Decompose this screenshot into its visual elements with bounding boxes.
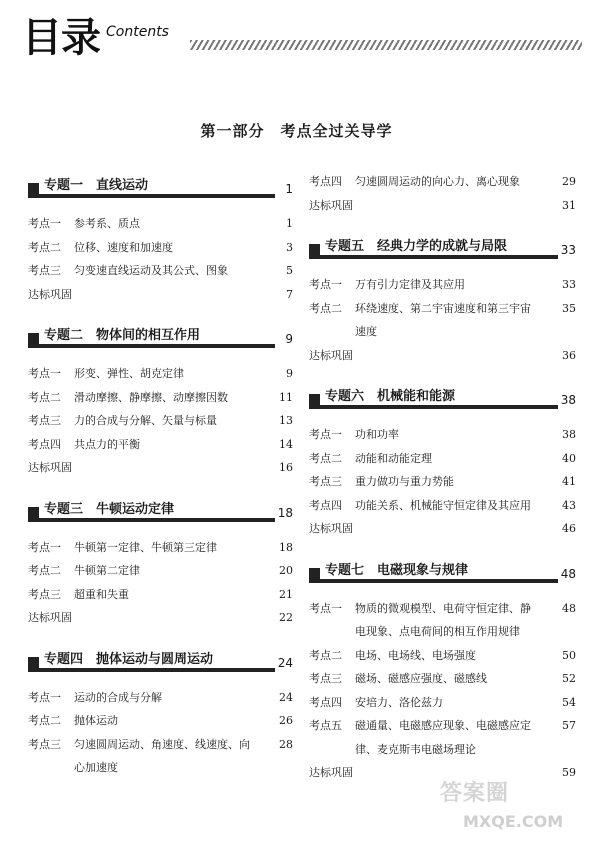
right-column — [309, 170, 576, 785]
topic-title: 专题七 电磁现象与规律 — [325, 562, 469, 578]
toc-entry-title: 万有引力定律及其应用 — [355, 278, 465, 291]
toc-entry-page: 11 — [279, 390, 293, 404]
toc-entry-page: 28 — [279, 737, 293, 751]
contents-header — [22, 14, 582, 64]
toc-entry-page: 38 — [562, 428, 576, 441]
topic-title: 专题五 经典力学的成就与局限 — [325, 239, 508, 254]
toc-entry-label: 考点二 — [309, 301, 342, 315]
toc-entry-label: 考点二 — [309, 648, 342, 662]
toc-entry-title: 运动的合成与分解 — [74, 690, 162, 704]
toc-entry-title: 达标巩固 — [309, 766, 353, 779]
toc-entry-page: 31 — [562, 198, 576, 212]
toc-entry[interactable] — [309, 170, 576, 194]
section-gap — [28, 630, 293, 646]
topic-page: 24 — [277, 655, 293, 670]
toc-entry-title: 超重和失重 — [74, 587, 129, 601]
topic-heading[interactable] — [28, 172, 293, 202]
toc-entry-title: 达标巩固 — [28, 461, 72, 474]
toc-entry[interactable] — [28, 212, 293, 236]
toc-entry-page: 7 — [286, 287, 293, 301]
topic-title: 专题一 直线运动 — [44, 178, 149, 193]
topic-heading[interactable] — [28, 322, 293, 352]
topic-square-icon — [28, 183, 39, 194]
toc-entry[interactable] — [309, 297, 576, 344]
toc-entry[interactable] — [309, 344, 576, 368]
toc-entry-title: 物质的微观模型、电荷守恒定律、静电现象、点电荷间的相互作用规律 — [355, 601, 531, 638]
toc-entry-page: 5 — [286, 264, 293, 277]
topic-heading[interactable] — [28, 496, 293, 526]
toc-entry-label: 考点一 — [28, 690, 61, 704]
toc-entry-page: 40 — [562, 451, 576, 465]
toc-entry-page: 59 — [562, 766, 576, 779]
toc-entry-label: 考点四 — [309, 498, 342, 512]
topic-title: 专题三 牛顿运动定律 — [44, 501, 175, 517]
toc-entry-title: 电场、电场线、电场强度 — [355, 648, 476, 662]
section-gap — [28, 306, 293, 322]
toc-entry-page: 13 — [279, 414, 293, 427]
toc-entry[interactable] — [28, 686, 293, 710]
toc-entry[interactable] — [309, 517, 576, 541]
toc-entry-page: 29 — [562, 175, 576, 188]
toc-entry-label: 考点四 — [309, 175, 342, 188]
watermark-url: MXQE.COM — [463, 812, 564, 831]
topic-page: 9 — [285, 332, 293, 346]
toc-entry-title: 环绕速度、第二宇宙速度和第三宇宙速度 — [355, 301, 531, 338]
toc-entry-label: 考点一 — [28, 540, 61, 554]
topic-square-icon — [28, 333, 39, 344]
toc-entry[interactable] — [309, 447, 576, 471]
toc-entry[interactable] — [28, 709, 293, 733]
toc-entry-title: 功和功率 — [355, 428, 399, 441]
toc-entry-title: 达标巩固 — [309, 522, 353, 535]
toc-entry-title: 重力做功与重力势能 — [355, 475, 454, 488]
topic-page: 48 — [560, 566, 576, 581]
section-gap — [309, 217, 576, 233]
toc-entry-title: 共点力的平衡 — [74, 437, 140, 451]
toc-entry-page: 21 — [279, 587, 293, 601]
toc-entry[interactable] — [309, 691, 576, 715]
toc-entry-page: 35 — [562, 301, 576, 315]
toc-entry[interactable] — [28, 259, 293, 283]
toc-entry-page: 26 — [279, 714, 293, 727]
toc-entry-label: 考点二 — [28, 390, 61, 404]
topic-square-icon — [28, 657, 39, 668]
toc-entry-page: 18 — [279, 540, 293, 554]
topic-heading[interactable] — [309, 557, 576, 587]
topic-page: 33 — [560, 243, 576, 257]
toc-entry-label: 考点四 — [28, 437, 61, 451]
contents-logo-cn: 目录 — [22, 15, 100, 61]
toc-entry[interactable] — [309, 714, 576, 761]
toc-entry-label: 考点二 — [309, 451, 342, 465]
toc-entry[interactable] — [28, 409, 293, 433]
toc-entry-label: 考点一 — [309, 428, 342, 441]
toc-entry-page: 41 — [562, 475, 576, 488]
toc-entry-label: 考点一 — [28, 217, 61, 230]
toc-entry-label: 考点二 — [28, 240, 61, 254]
toc-entry[interactable] — [28, 606, 293, 630]
toc-entry-label: 考点三 — [309, 672, 342, 685]
contents-logo-en: Contents — [106, 24, 169, 40]
toc-entry-page: 46 — [562, 522, 576, 535]
toc-entry-page: 3 — [286, 240, 293, 254]
left-column — [28, 172, 293, 780]
toc-entry-title: 抛体运动 — [74, 714, 118, 727]
topic-title: 专题二 物体间的相互作用 — [44, 328, 201, 343]
topic-heading[interactable] — [309, 233, 576, 263]
toc-entry-title: 滑动摩擦、静摩擦、动摩擦因数 — [74, 390, 228, 404]
topic-underline-bar — [309, 255, 558, 259]
toc-entry-title: 功能关系、机械能守恒定律及其应用 — [355, 498, 531, 512]
toc-entry-page: 22 — [279, 611, 293, 624]
topic-page: 38 — [560, 393, 576, 407]
toc-entry[interactable] — [309, 470, 576, 494]
toc-entry[interactable] — [28, 583, 293, 607]
toc-entry-label: 考点三 — [28, 737, 61, 751]
topic-underline-bar — [28, 668, 275, 672]
section-gap — [309, 541, 576, 557]
toc-entry-title: 形变、弹性、胡克定律 — [74, 367, 184, 380]
topic-square-icon — [309, 568, 320, 579]
toc-entry[interactable] — [28, 456, 293, 480]
toc-entry[interactable] — [309, 194, 576, 218]
toc-entry-page: 20 — [279, 564, 293, 577]
topic-square-icon — [28, 507, 39, 518]
toc-entry-label: 考点五 — [309, 719, 342, 732]
topic-underline-bar — [28, 194, 275, 198]
topic-underline-bar — [28, 344, 275, 348]
toc-entry-title: 牛顿第一定律、牛顿第三定律 — [74, 540, 217, 554]
topic-heading[interactable] — [28, 646, 293, 676]
toc-entry-label: 考点二 — [28, 564, 61, 577]
toc-entry-label: 考点四 — [309, 695, 342, 709]
toc-entry-title: 匀速圆周运动、角速度、线速度、向心加速度 — [74, 737, 250, 774]
toc-entry-label: 考点一 — [309, 601, 342, 615]
toc-entry-label: 考点三 — [309, 475, 342, 488]
toc-entry[interactable] — [309, 644, 576, 668]
toc-entry-page: 16 — [279, 461, 293, 474]
toc-entry-title: 安培力、洛伦兹力 — [355, 695, 443, 709]
toc-entry[interactable] — [28, 433, 293, 457]
toc-entry-page: 54 — [562, 695, 576, 709]
toc-entry[interactable] — [28, 559, 293, 583]
toc-entry-title: 动能和动能定理 — [355, 451, 432, 465]
topic-page: 18 — [277, 505, 293, 520]
topic-square-icon — [309, 394, 320, 405]
toc-entry-label: 考点三 — [28, 414, 61, 427]
toc-entry[interactable] — [28, 536, 293, 560]
toc-entry-title: 参考系、质点 — [74, 217, 140, 230]
section-gap — [28, 480, 293, 496]
toc-entry-page: 48 — [562, 601, 576, 615]
toc-entry-title: 达标巩固 — [28, 287, 72, 301]
toc-entry-title: 匀变速直线运动及其公式、图象 — [74, 264, 228, 277]
toc-entry-label: 考点一 — [28, 367, 61, 380]
toc-entry-title: 匀速圆周运动的向心力、离心现象 — [355, 175, 520, 188]
topic-underline-bar — [309, 579, 558, 583]
toc-entry-title: 牛顿第二定律 — [74, 564, 140, 577]
toc-entry[interactable] — [28, 386, 293, 410]
toc-entry[interactable] — [309, 667, 576, 691]
toc-entry-page: 9 — [286, 367, 293, 380]
toc-entry[interactable] — [309, 273, 576, 297]
toc-entry[interactable] — [28, 283, 293, 307]
toc-entry[interactable] — [309, 423, 576, 447]
toc-entry[interactable] — [28, 236, 293, 260]
watermark-logo-text: 答案圈 — [440, 781, 510, 806]
header-hatch-divider — [190, 40, 582, 50]
toc-entry-page: 52 — [562, 672, 576, 685]
topic-square-icon — [309, 244, 320, 255]
toc-entry-title: 磁通量、电磁感应现象、电磁感应定律、麦克斯韦电磁场理论 — [355, 719, 531, 756]
topic-underline-bar — [28, 518, 275, 522]
toc-entry-page: 33 — [562, 278, 576, 291]
toc-entry-page: 50 — [562, 648, 576, 662]
toc-entry[interactable] — [309, 597, 576, 644]
toc-entry[interactable] — [28, 362, 293, 386]
toc-entry[interactable] — [309, 494, 576, 518]
toc-entry-title: 达标巩固 — [28, 611, 72, 624]
toc-entry-page: 43 — [562, 498, 576, 512]
toc-entry-title: 达标巩固 — [309, 198, 353, 212]
section-gap — [309, 367, 576, 383]
toc-entry-label: 考点二 — [28, 714, 61, 727]
topic-title: 专题六 机械能和能源 — [325, 389, 456, 404]
toc-entry-page: 57 — [562, 719, 576, 732]
topic-underline-bar — [309, 405, 558, 409]
toc-entry-page: 14 — [279, 437, 293, 451]
toc-entry-title: 达标巩固 — [309, 348, 353, 362]
toc-entry-label: 考点三 — [28, 264, 61, 277]
toc-entry[interactable] — [28, 733, 293, 780]
topic-page: 1 — [285, 182, 293, 196]
toc-entry-page: 36 — [562, 348, 576, 362]
toc-entry-page: 24 — [279, 690, 293, 704]
toc-entry-title: 力的合成与分解、矢量与标量 — [74, 414, 217, 427]
toc-entry-label: 考点一 — [309, 278, 342, 291]
topic-heading[interactable] — [309, 383, 576, 413]
toc-entry-page: 1 — [286, 217, 293, 230]
toc-entry-title: 位移、速度和加速度 — [74, 240, 173, 254]
topic-title: 专题四 抛体运动与圆周运动 — [44, 651, 214, 667]
part-title: 第一部分 考点全过关导学 — [200, 122, 393, 140]
toc-entry-title: 磁场、磁感应强度、磁感线 — [355, 672, 487, 685]
toc-entry-label: 考点三 — [28, 587, 61, 601]
